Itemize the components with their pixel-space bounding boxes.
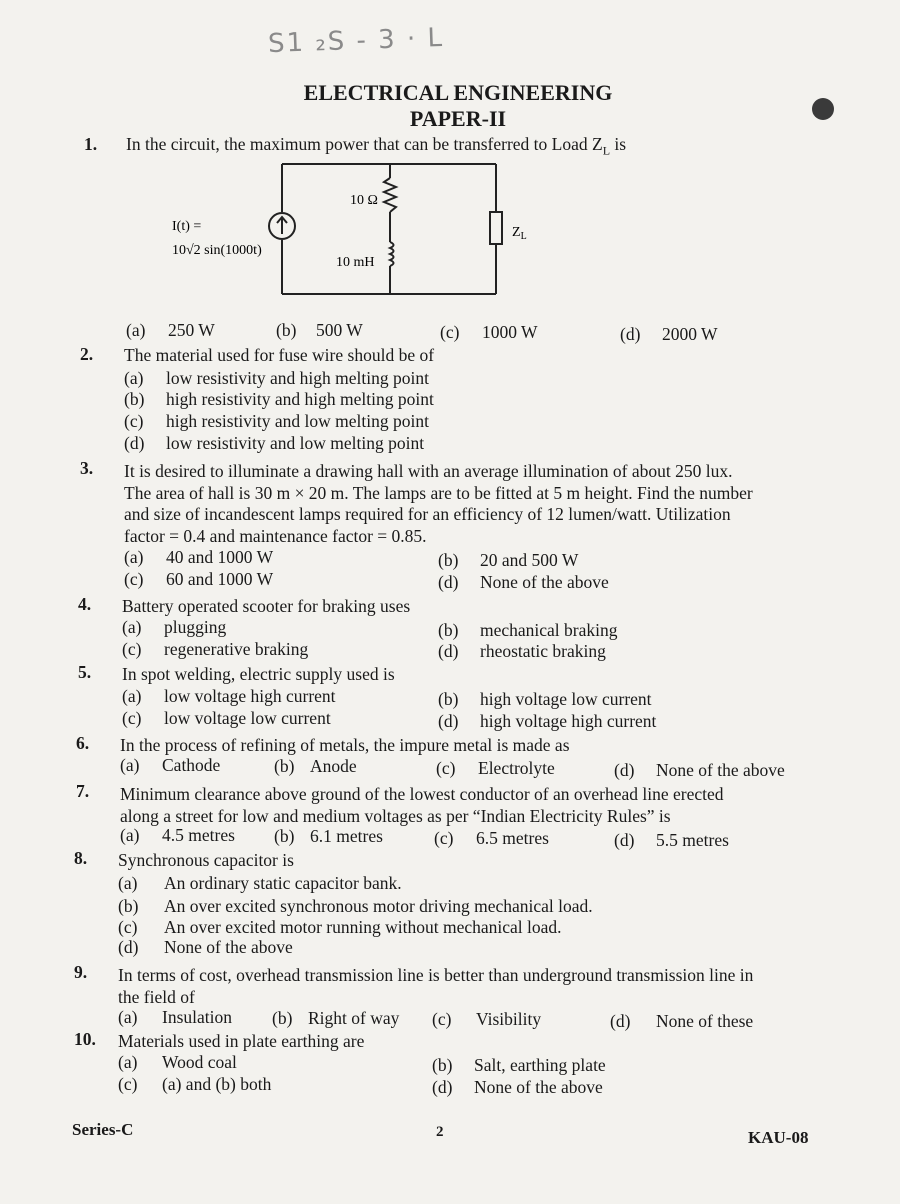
option-c: (c) Visibility <box>432 1009 542 1029</box>
source-label-line1: I(t) = <box>172 219 202 234</box>
option-d: (d) None of the above <box>432 1077 603 1097</box>
paper-title: PAPER-II <box>409 106 507 131</box>
question-number: 4. <box>78 594 92 614</box>
option-d: (d) low resistivity and low melting point <box>124 433 425 453</box>
option-b: (b) An over excited synchronous motor driving mechanical load. <box>118 896 593 916</box>
option-c: (c) An over excited motor running without mechanical load. <box>118 917 562 937</box>
inductor-label: 10 mH <box>336 255 375 270</box>
option-c: (c) Electrolyte <box>436 758 555 778</box>
option-c: (c) regenerative braking <box>122 639 309 659</box>
question-number: 6. <box>76 733 90 753</box>
option-d: (d) 2000 W <box>620 324 718 344</box>
question-text: It is desired to illuminate a drawing hall with an average illumination of about 250 lux. The area of hall is 30 m × 20 m. The lamps are to be fitted at 5 m height. Find the number and size of incandescent lamps required for an efficiency of 12 lumen/watt. Utilization factor = 0.4 and maintenance factor = 0.85. <box>124 461 753 546</box>
option-b: (b) Anode <box>274 756 357 776</box>
question-number: 2. <box>80 344 94 364</box>
option-c: (c) 6.5 metres <box>434 828 549 848</box>
option-c: (c) 60 and 1000 W <box>124 569 274 589</box>
option-b: (b) high resistivity and high melting point <box>124 389 434 409</box>
handwritten-note: S1 ₂S - 3 · L <box>267 22 445 60</box>
option-d: (d) None of the above <box>118 937 293 957</box>
option-d: (d) None of the above <box>614 760 785 780</box>
paper-code: KAU-08 <box>748 1128 809 1147</box>
question-text: Materials used in plate earthing are <box>118 1031 365 1051</box>
option-a: (a) low resistivity and high melting point <box>124 368 429 388</box>
option-a: (a) 250 W <box>126 320 215 340</box>
question-text: In the process of refining of metals, the impure metal is made as <box>120 735 570 755</box>
option-b: (b) Salt, earthing plate <box>432 1055 606 1075</box>
option-b: (b) high voltage low current <box>438 689 652 709</box>
option-a: (a) Wood coal <box>118 1052 237 1072</box>
option-d: (d) rheostatic braking <box>438 641 606 661</box>
series-label: Series-C <box>72 1120 134 1139</box>
question-text: The material used for fuse wire should be of <box>124 345 435 365</box>
option-d: (d) None of the above <box>438 572 609 592</box>
option-d: (d) None of these <box>610 1011 754 1031</box>
question-number: 10. <box>74 1029 96 1049</box>
circuit-diagram <box>170 160 550 300</box>
option-c: (c) 1000 W <box>440 322 538 342</box>
question-number: 3. <box>80 458 94 478</box>
load-impedance-icon <box>490 212 502 244</box>
source-label-line2: 10√2 sin(1000t) <box>172 243 262 258</box>
option-a: (a) low voltage high current <box>122 686 336 706</box>
option-c: (c) (a) and (b) both <box>118 1074 272 1094</box>
question-text: Minimum clearance above ground of the lowest conductor of an overhead line erected along a street for low and medium voltages as per “Indian Electricity Rules” is <box>120 784 724 826</box>
option-a: (a) Cathode <box>120 755 221 775</box>
option-c: (c) low voltage low current <box>122 708 331 728</box>
question-text: Synchronous capacitor is <box>118 850 294 870</box>
question-text: In the circuit, the maximum power that can be transferred to Load $Z_L$ is <box>126 134 627 158</box>
option-a: (a) Insulation <box>118 1007 232 1027</box>
question-number: 5. <box>78 662 92 682</box>
option-d: (d) 5.5 metres <box>614 830 729 850</box>
ink-blot <box>812 98 834 120</box>
option-d: (d) high voltage high current <box>438 711 657 731</box>
option-b: (b) 6.1 metres <box>274 826 383 846</box>
option-b: (b) Right of way <box>272 1008 400 1028</box>
load-label: $Z_L$ <box>512 225 527 242</box>
question-number: 1. <box>84 134 98 154</box>
option-b: (b) 20 and 500 W <box>438 550 579 570</box>
question-number: 9. <box>74 962 88 982</box>
option-a: (a) plugging <box>122 617 227 637</box>
question-text: Battery operated scooter for braking uses <box>122 596 411 616</box>
option-a: (a) 40 and 1000 W <box>124 547 274 567</box>
option-b: (b) mechanical braking <box>438 620 618 640</box>
question-text: In terms of cost, overhead transmission line is better than underground transmission line in the field of <box>118 965 754 1007</box>
resistor-label: 10 Ω <box>350 193 378 208</box>
question-number: 8. <box>74 848 88 868</box>
page-number: 2 <box>436 1124 444 1140</box>
option-a: (a) 4.5 metres <box>120 825 235 845</box>
question-number: 7. <box>76 781 90 801</box>
option-b: (b) 500 W <box>276 320 363 340</box>
option-a: (a) An ordinary static capacitor bank. <box>118 873 402 893</box>
option-c: (c) high resistivity and low melting point <box>124 411 429 431</box>
subject-title: ELECTRICAL ENGINEERING <box>303 80 613 105</box>
question-text: In spot welding, electric supply used is <box>122 664 395 684</box>
